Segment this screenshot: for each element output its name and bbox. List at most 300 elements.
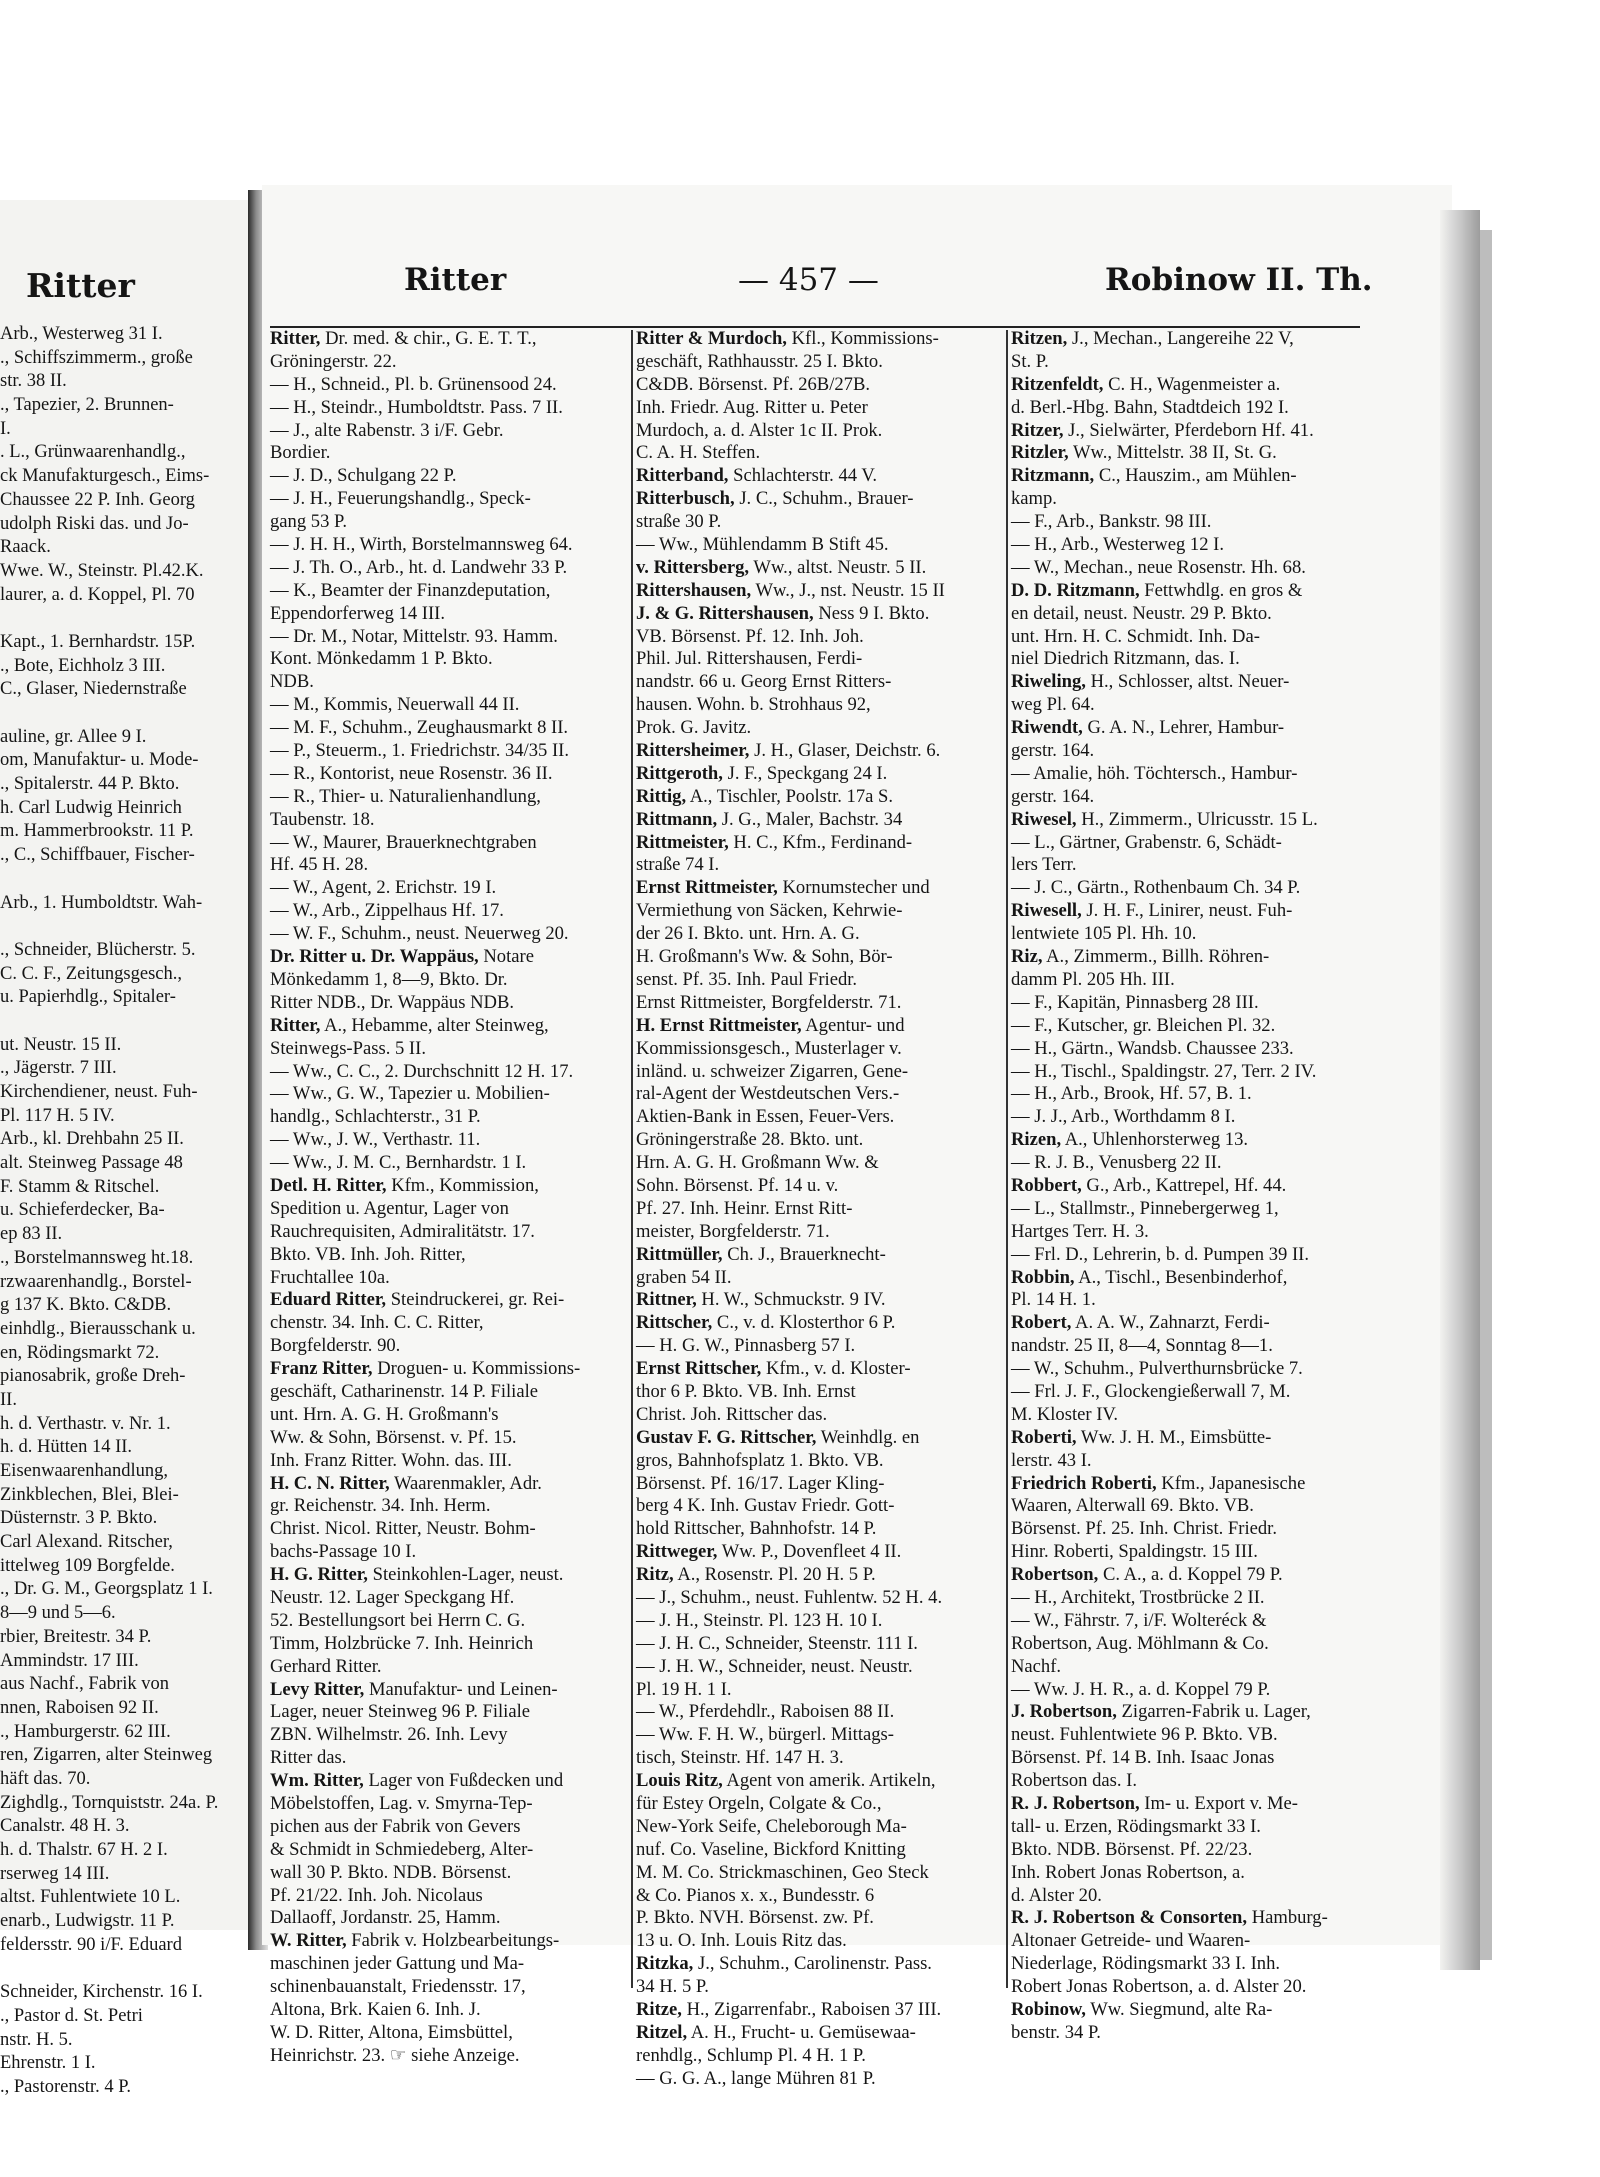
directory-entry-line xyxy=(1011,740,1371,763)
entry-text: schinenbauanstalt, Friedensstr. 17, xyxy=(270,1976,526,1998)
entry-text: Lager von Fußdecken und xyxy=(368,1770,564,1792)
directory-entry-line xyxy=(1011,1244,1371,1267)
directory-entry-line xyxy=(636,1061,1002,1084)
entry-text: Droguen- u. Kommissions- xyxy=(377,1358,581,1380)
entry-text: nandstr. 25 II, 8—4, Sonntag 8—1. xyxy=(1011,1335,1273,1357)
facing-page-line: ., Bote, Eichholz 3 III. xyxy=(0,655,166,676)
directory-entry-line xyxy=(636,786,1002,809)
directory-entry-line xyxy=(636,1083,1002,1106)
directory-entry-line xyxy=(1011,1015,1371,1038)
facing-page-line: ittelweg 109 Borgfelde. xyxy=(0,1555,175,1576)
directory-entry-line xyxy=(1011,1564,1371,1587)
entry-text: — R. J. B., Venusberg 22 II. xyxy=(1011,1152,1222,1174)
facing-page-line: ep 83 II. xyxy=(0,1224,63,1245)
facing-page-line: ., Tapezier, 2. Brunnen- xyxy=(0,395,174,416)
facing-page-line: Arb., kl. Drehbahn 25 II. xyxy=(0,1129,184,1150)
facing-page-header: Ritter xyxy=(26,266,135,305)
entry-text: — F., Kutscher, gr. Bleichen Pl. 32. xyxy=(1011,1014,1276,1036)
directory-entry-line xyxy=(1011,1953,1371,1976)
entry-text: tisch, Steinstr. Hf. 147 H. 3. xyxy=(636,1747,844,1769)
facing-page-line: Kirchendiener, neust. Fuh- xyxy=(0,1082,198,1102)
entry-text: Möbelstoffen, Lag. v. Smyrna-Tep- xyxy=(270,1793,533,1814)
entry-text: Ww. & Sohn, Börsenst. v. Pf. 15. xyxy=(270,1426,517,1448)
entry-text: Pl. 14 H. 1. xyxy=(1011,1289,1096,1311)
entry-text: — W., Maurer, Brauerknechtgraben xyxy=(270,831,537,853)
facing-page-line: h. d. Hütten 14 II. xyxy=(0,1437,133,1458)
entry-text: — H., Architekt, Trostbrücke 2 II. xyxy=(1011,1586,1265,1608)
directory-entry-line xyxy=(270,1793,628,1816)
directory-entry-line xyxy=(636,1770,1002,1793)
entry-text: — W., Arb., Zippelhaus Hf. 17. xyxy=(270,900,504,922)
entry-text: Dr. med. & chir., G. E. T. T., xyxy=(325,328,537,349)
directory-entry-line xyxy=(1011,1541,1371,1564)
directory-entry-line xyxy=(1011,969,1371,992)
directory-entry-line xyxy=(270,397,628,420)
directory-entry-line xyxy=(270,1427,628,1450)
directory-entry-line xyxy=(1011,877,1371,900)
directory-entry-line xyxy=(270,1976,628,1999)
entry-name: Ernst Rittmeister, xyxy=(636,877,778,899)
entry-text: J., Mechan., Langereihe 22 V, xyxy=(1071,328,1294,349)
entry-name: Robinow, xyxy=(1011,1999,1086,2021)
directory-entry-line xyxy=(270,1907,628,1930)
directory-entry-line xyxy=(636,648,1002,671)
entry-text: gang 53 P. xyxy=(270,511,347,533)
directory-entry-line xyxy=(1011,717,1371,740)
facing-page-line: I. xyxy=(0,418,11,439)
directory-entry-line xyxy=(1011,923,1371,946)
facing-page-line: Eisenwaarenhandlung, xyxy=(0,1461,168,1481)
directory-entry-line xyxy=(270,1862,628,1885)
entry-text: bachs-Passage 10 I. xyxy=(270,1541,417,1563)
entry-text: Waarenmakler, Adr. xyxy=(393,1472,542,1494)
entry-name: J. Robertson, xyxy=(1011,1701,1117,1723)
entry-text: — J. J., Arb., Worthdamm 8 I. xyxy=(1011,1106,1236,1128)
directory-entry-line xyxy=(636,717,1002,740)
entry-text: Ww. J. H. M., Eimsbütte- xyxy=(1080,1426,1272,1448)
directory-entry-line xyxy=(270,1381,628,1404)
directory-entry-line xyxy=(1011,1495,1371,1518)
entry-text: Vermiethung von Säcken, Kehrwie- xyxy=(636,900,903,922)
directory-entry-line xyxy=(270,1885,628,1908)
entry-text: benstr. 34 P. xyxy=(1011,2021,1101,2043)
directory-entry-line xyxy=(270,580,628,603)
directory-entry-line xyxy=(636,1267,1002,1290)
entry-text: — R., Kontorist, neue Rosenstr. 36 II. xyxy=(270,762,553,784)
directory-entry-line xyxy=(270,1404,628,1427)
entry-name: Rittscher, xyxy=(636,1312,713,1334)
entry-text: Bordier. xyxy=(270,442,331,464)
directory-entry-line xyxy=(270,1541,628,1564)
directory-entry-line xyxy=(270,1679,628,1702)
directory-entry-line xyxy=(636,557,1002,580)
directory-entry-line xyxy=(270,740,628,763)
entry-name: Robert, xyxy=(1011,1312,1072,1334)
directory-entry-line xyxy=(1011,694,1371,717)
entry-text: graben 54 II. xyxy=(636,1266,732,1288)
entry-text: Fabrik v. Holzbearbeitungs- xyxy=(351,1930,560,1952)
entry-text: Prok. G. Javitz. xyxy=(636,717,752,739)
entry-text: Inh. Robert Jonas Robertson, a. xyxy=(1011,1861,1245,1883)
running-header-right: Robinow II. Th. xyxy=(1105,262,1373,298)
entry-text: Christ. Nicol. Ritter, Neustr. Bohm- xyxy=(270,1518,536,1540)
entry-name: D. D. Ritzmann, xyxy=(1011,579,1140,601)
directory-entry-line xyxy=(636,397,1002,420)
entry-text: Gröningerstraße 28. Bkto. unt. xyxy=(636,1129,864,1151)
entry-name: Robbin, xyxy=(1011,1266,1075,1288)
entry-text: lers Terr. xyxy=(1011,854,1077,876)
directory-entry-line xyxy=(1011,580,1371,603)
facing-page-line: str. 38 II. xyxy=(0,371,67,392)
directory-entry-line xyxy=(1011,420,1371,443)
entry-text: chenstr. 34. Inh. C. C. Ritter, xyxy=(270,1312,484,1334)
entry-text: Kfm., Japanesische xyxy=(1161,1472,1306,1494)
entry-text: Agentur- und xyxy=(805,1014,905,1036)
facing-page-line: Pl. 117 H. 5 IV. xyxy=(0,1105,115,1126)
entry-text: Inh. Friedr. Aug. Ritter u. Peter xyxy=(636,396,868,418)
directory-entry-line xyxy=(1011,1152,1371,1175)
directory-entry-line xyxy=(270,2045,628,2068)
directory-entry-line xyxy=(1011,1335,1371,1358)
entry-text: H. Großmann's Ww. & Sohn, Bör- xyxy=(636,946,893,968)
entry-text: inländ. u. schweizer Zigarren, Gene- xyxy=(636,1060,909,1082)
entry-text: Christ. Joh. Rittscher das. xyxy=(636,1403,828,1425)
directory-entry-line xyxy=(636,1701,1002,1724)
facing-page-line: F. Stamm & Ritschel. xyxy=(0,1176,160,1197)
entry-text: — J., Schuhm., neust. Fuhlentw. 52 H. 4. xyxy=(636,1586,943,1608)
facing-page-line: h. d. Thalstr. 67 H. 2 I. xyxy=(0,1840,168,1860)
entry-text: — H. G. W., Pinnasberg 57 I. xyxy=(636,1335,856,1357)
entry-text: C. H., Wagenmeister a. xyxy=(1108,373,1281,395)
entry-text: — J. H. H., Wirth, Borstelmannsweg 64. xyxy=(270,534,573,556)
facing-page-line: ut. Neustr. 15 II. xyxy=(0,1034,122,1055)
entry-text: Fruchtallee 10a. xyxy=(270,1266,390,1288)
directory-entry-line xyxy=(636,328,1002,351)
directory-entry-line xyxy=(1011,1999,1371,2022)
facing-page-line: nstr. H. 5. xyxy=(0,2029,73,2050)
directory-entry-line xyxy=(270,969,628,992)
directory-entry-line xyxy=(270,328,628,351)
facing-page-line: ., Hamburgerstr. 62 III. xyxy=(0,1721,171,1742)
entry-text: — Ww., J. W., Verthastr. 11. xyxy=(270,1129,481,1151)
entry-text: Inh. Franz Ritter. Wohn. das. III. xyxy=(270,1449,512,1471)
directory-entry-line xyxy=(636,534,1002,557)
facing-page-line: C., Glaser, Niedernstraße xyxy=(0,679,187,700)
entry-name: H. C. N. Ritter, xyxy=(270,1472,390,1494)
entry-text: Robertson das. I. xyxy=(1011,1770,1138,1792)
facing-page-line: ck Manufakturgesch., Eims- xyxy=(0,466,210,487)
entry-text: Eppendorferweg 14 III. xyxy=(270,602,446,624)
entry-text: — P., Steuerm., 1. Friedrichstr. 34/35 II. xyxy=(270,740,570,762)
directory-entry-line xyxy=(636,694,1002,717)
directory-entry-line xyxy=(636,465,1002,488)
directory-entry-line xyxy=(270,1015,628,1038)
directory-entry-line xyxy=(270,1724,628,1747)
directory-entry-line xyxy=(270,877,628,900)
directory-entry-line xyxy=(270,1289,628,1312)
entry-text: Ww., altst. Neustr. 5 II. xyxy=(753,556,927,578)
entry-name: Louis Ritz, xyxy=(636,1770,723,1792)
directory-entry-line xyxy=(1011,1679,1371,1702)
directory-entry-line xyxy=(1011,1862,1371,1885)
facing-page-line: ., Pastorenstr. 4 P. xyxy=(0,2076,132,2097)
entry-text: J. F., Speckgang 24 I. xyxy=(727,762,888,784)
entry-text: Dallaoff, Jordanstr. 25, Hamm. xyxy=(270,1907,501,1929)
facing-page-line: ., Schneider, Blücherstr. 5. xyxy=(0,939,196,960)
directory-entry-line xyxy=(270,1564,628,1587)
directory-entry-line xyxy=(1011,1289,1371,1312)
entry-name: Riwesell, xyxy=(1011,900,1082,922)
directory-entry-line xyxy=(636,420,1002,443)
directory-entry-line xyxy=(1011,1198,1371,1221)
entry-text: St. P. xyxy=(1011,350,1049,372)
directory-entry-line xyxy=(270,511,628,534)
entry-text: Börsenst. Pf. 16/17. Lager Kling- xyxy=(636,1472,885,1494)
directory-entry-line xyxy=(1011,1770,1371,1793)
entry-text: — Ww., C. C., 2. Durchschnitt 12 H. 17. xyxy=(270,1060,574,1082)
entry-text: Timm, Holzbrücke 7. Inh. Heinrich xyxy=(270,1632,534,1654)
directory-entry-line xyxy=(1011,374,1371,397)
facing-page-line: ., Borstelmannsweg ht.18. xyxy=(0,1247,194,1268)
directory-entry-line xyxy=(270,992,628,1015)
entry-text: — M. F., Schuhm., Zeughausmarkt 8 II. xyxy=(270,717,569,739)
facing-page-line xyxy=(0,915,246,939)
entry-text: Hartges Terr. H. 3. xyxy=(1011,1220,1149,1242)
directory-entry-line xyxy=(1011,648,1371,671)
entry-text: unt. Hrn. A. G. H. Großmann's xyxy=(270,1403,499,1425)
facing-page-line: enarb., Ludwigstr. 11 P. xyxy=(0,1911,175,1932)
directory-entry-line xyxy=(270,1656,628,1679)
directory-entry-line xyxy=(270,923,628,946)
entry-text: Kornumstecher und xyxy=(782,877,930,899)
entry-text: Steinwegs-Pass. 5 II. xyxy=(270,1037,426,1059)
facing-page-line: einhdlg., Bierausschank u. xyxy=(0,1318,196,1339)
entry-text: A. H., Frucht- u. Gemüsewaa- xyxy=(690,2021,916,2043)
entry-text: Börsenst. Pf. 14 B. Inh. Isaac Jonas xyxy=(1011,1747,1275,1769)
entry-text: Ritter NDB., Dr. Wappäus NDB. xyxy=(270,991,514,1013)
facing-page-line: Schneider, Kirchenstr. 16 I. xyxy=(0,1982,203,2003)
directory-entry-line xyxy=(636,1518,1002,1541)
entry-name: Riwesel, xyxy=(1011,808,1077,830)
entry-name: Ritze, xyxy=(636,1999,682,2021)
directory-entry-line xyxy=(1011,1061,1371,1084)
entry-text: — Ww., J. M. C., Bernhardstr. 1 I. xyxy=(270,1152,527,1174)
directory-entry-line xyxy=(1011,603,1371,626)
directory-entry-line xyxy=(270,832,628,855)
directory-entry-line xyxy=(1011,397,1371,420)
facing-page-line: Raack. xyxy=(0,537,51,558)
entry-text: — L., Gärtner, Grabenstr. 6, Schädt- xyxy=(1011,831,1282,853)
directory-column-1 xyxy=(270,328,628,2068)
directory-entry-line xyxy=(1011,465,1371,488)
entry-text: Taubenstr. 18. xyxy=(270,808,375,830)
directory-entry-line xyxy=(270,694,628,717)
entry-text: der 26 I. Bkto. unt. Hrn. A. G. xyxy=(636,923,860,945)
entry-text: Ww. P., Dovenfleet 4 II. xyxy=(721,1541,902,1563)
facing-page-line: Arb., Westerweg 31 I. xyxy=(0,324,163,344)
facing-page-line: rserweg 14 III. xyxy=(0,1863,110,1884)
entry-name: Wm. Ritter, xyxy=(270,1770,364,1792)
entry-text: J. H. F., Linirer, neust. Fuh- xyxy=(1086,900,1293,922)
entry-text: thor 6 P. Bkto. VB. Inh. Ernst xyxy=(636,1380,856,1402)
directory-entry-line xyxy=(1011,1358,1371,1381)
entry-text: Ww., J., nst. Neustr. 15 II xyxy=(755,579,945,601)
facing-page-line: om, Manufaktur- u. Mode- xyxy=(0,750,199,771)
entry-text: neust. Fuhlentwiete 96 P. Bkto. VB. xyxy=(1011,1724,1278,1746)
entry-text: C., v. d. Klosterthor 6 P. xyxy=(716,1312,896,1334)
entry-text: niel Diedrich Ritzmann, das. I. xyxy=(1011,648,1240,670)
directory-entry-line xyxy=(1011,809,1371,832)
entry-name: Rittweger, xyxy=(636,1541,718,1563)
entry-text: Altonaer Getreide- und Waaren- xyxy=(1011,1930,1251,1952)
entry-name: Rittner, xyxy=(636,1289,697,1311)
entry-name: Gustav F. G. Rittscher, xyxy=(636,1426,817,1448)
entry-name: Friedrich Roberti, xyxy=(1011,1472,1157,1494)
directory-entry-line xyxy=(636,877,1002,900)
facing-page-line: Canalstr. 48 H. 3. xyxy=(0,1816,130,1837)
entry-text: J., Sielwärter, Pferdeborn Hf. 41. xyxy=(1068,419,1314,441)
directory-entry-line xyxy=(270,1083,628,1106)
entry-text: — H., Gärtn., Wandsb. Chaussee 233. xyxy=(1011,1037,1294,1059)
facing-page-line: ., Spitalerstr. 44 P. Bkto. xyxy=(0,774,180,795)
entry-text: C. A., a. d. Koppel 79 P. xyxy=(1102,1564,1283,1586)
entry-text: — J. H., Feuerungshandlg., Speck- xyxy=(270,488,531,510)
directory-entry-line xyxy=(1011,1701,1371,1724)
entry-text: handlg., Schlachterstr., 31 P. xyxy=(270,1106,481,1128)
directory-entry-line xyxy=(270,1701,628,1724)
directory-entry-line xyxy=(636,946,1002,969)
entry-name: Ritzler, xyxy=(1011,442,1069,464)
entry-name: Ritzka, xyxy=(636,1953,694,1975)
entry-text: A., Tischler, Poolstr. 17a S. xyxy=(689,785,894,807)
directory-entry-line xyxy=(270,1587,628,1610)
directory-entry-line xyxy=(1011,1221,1371,1244)
entry-text: Lager, neuer Steinweg 96 P. Filiale xyxy=(270,1701,531,1723)
directory-entry-line xyxy=(636,580,1002,603)
directory-entry-line xyxy=(1011,1427,1371,1450)
entry-text: Phil. Jul. Rittershausen, Ferdi- xyxy=(636,648,863,670)
entry-name: W. Ritter, xyxy=(270,1930,347,1952)
entry-name: Ritterbusch, xyxy=(636,488,735,510)
directory-entry-line xyxy=(1011,992,1371,1015)
facing-page-line: Zinkblechen, Blei, Blei- xyxy=(0,1484,179,1505)
directory-entry-line xyxy=(270,671,628,694)
directory-entry-line xyxy=(1011,1038,1371,1061)
directory-entry-line xyxy=(1011,1839,1371,1862)
entry-text: H. C., Kfm., Ferdinand- xyxy=(733,831,913,853)
entry-text: Kfm., Kommission, xyxy=(391,1174,539,1196)
directory-entry-line xyxy=(636,1656,1002,1679)
facing-page-line: rzwaarenhandlg., Borstel- xyxy=(0,1271,192,1292)
page-number: — 457 — xyxy=(738,262,879,298)
entry-text: Manufaktur- und Leinen- xyxy=(368,1678,558,1700)
entry-text: für Estey Orgeln, Colgate & Co., xyxy=(636,1793,882,1814)
directory-entry-line xyxy=(636,488,1002,511)
directory-entry-line xyxy=(1011,1381,1371,1404)
facing-page-line: häft das. 70. xyxy=(0,1768,91,1789)
facing-page-line xyxy=(0,702,246,726)
entry-text: H., Zigarrenfabr., Raboisen 37 III. xyxy=(686,1999,942,2021)
directory-entry-line xyxy=(1011,1106,1371,1129)
entry-text: — F., Kapitän, Pinnasberg 28 III. xyxy=(1011,991,1259,1013)
entry-name: Detl. H. Ritter, xyxy=(270,1174,387,1196)
entry-name: Eduard Ritter, xyxy=(270,1289,387,1311)
directory-entry-line xyxy=(636,900,1002,923)
facing-page-column xyxy=(0,323,246,2100)
directory-entry-line xyxy=(1011,557,1371,580)
entry-name: Ritter & Murdoch, xyxy=(636,328,787,349)
directory-entry-line xyxy=(636,511,1002,534)
directory-entry-line xyxy=(1011,488,1371,511)
entry-text: 34 H. 5 P. xyxy=(636,1976,709,1998)
entry-text: Ernst Rittmeister, Borgfelderstr. 71. xyxy=(636,991,902,1013)
directory-entry-line xyxy=(270,1198,628,1221)
entry-text: Steinkohlen-Lager, neust. xyxy=(372,1564,564,1586)
entry-text: geschäft, Rathhausstr. 25 I. Bkto. xyxy=(636,350,883,372)
facing-page-line: ., C., Schiffbauer, Fischer- xyxy=(0,845,195,866)
directory-entry-line xyxy=(636,626,1002,649)
directory-entry-line xyxy=(270,1518,628,1541)
directory-entry-line xyxy=(270,1999,628,2022)
facing-page-line: II. xyxy=(0,1389,17,1410)
entry-text: Gerhard Ritter. xyxy=(270,1655,382,1677)
entry-text: — J. C., Gärtn., Rothenbaum Ch. 34 P. xyxy=(1011,877,1301,899)
entry-name: Ritzer, xyxy=(1011,419,1064,441)
directory-entry-line xyxy=(270,946,628,969)
entry-text: M. M. Co. Strickmaschinen, Geo Steck xyxy=(636,1861,929,1883)
directory-entry-line xyxy=(1011,946,1371,969)
entry-name: Roberti, xyxy=(1011,1426,1077,1448)
entry-text: Robert Jonas Robertson, a. d. Alster 20. xyxy=(1011,1976,1307,1998)
directory-entry-line xyxy=(636,969,1002,992)
entry-text: wall 30 P. Bkto. NDB. Börsenst. xyxy=(270,1861,512,1883)
directory-entry-line xyxy=(1011,1473,1371,1496)
directory-entry-line xyxy=(270,534,628,557)
directory-entry-line xyxy=(1011,351,1371,374)
entry-text: hold Rittscher, Bahnhofstr. 14 P. xyxy=(636,1518,877,1540)
entry-text: berg 4 K. Inh. Gustav Friedr. Gott- xyxy=(636,1495,895,1517)
directory-entry-line xyxy=(636,1953,1002,1976)
facing-page-line: g 137 K. Bkto. C&DB. xyxy=(0,1295,172,1316)
entry-text: nuf. Co. Vaseline, Bickford Knitting xyxy=(636,1838,906,1860)
directory-entry-line xyxy=(636,740,1002,763)
entry-text: A. A. W., Zahnarzt, Ferdi- xyxy=(1075,1312,1270,1334)
directory-entry-line xyxy=(1011,854,1371,877)
entry-text: — Ww. J. H. R., a. d. Koppel 79 P. xyxy=(1011,1678,1271,1700)
facing-page-line: Zighdlg., Tornquiststr. 24a. P. xyxy=(0,1792,219,1813)
entry-text: — H., Arb., Westerweg 12 I. xyxy=(1011,534,1224,556)
entry-text: — L., Stallmstr., Pinnebergerweg 1, xyxy=(1011,1197,1279,1219)
directory-entry-line xyxy=(1011,1885,1371,1908)
directory-entry-line xyxy=(270,1816,628,1839)
entry-text: — Ww. F. H. W., bürgerl. Mittags- xyxy=(636,1724,894,1746)
facing-page-line xyxy=(0,1010,246,1034)
directory-entry-line xyxy=(636,763,1002,786)
directory-entry-line xyxy=(636,1335,1002,1358)
directory-entry-line xyxy=(270,1839,628,1862)
facing-page-line: Carl Alexand. Ritscher, xyxy=(0,1532,173,1553)
entry-text: C. A. H. Steffen. xyxy=(636,442,761,464)
directory-entry-line xyxy=(270,648,628,671)
entry-text: Fettwhdlg. en gros & xyxy=(1144,579,1303,601)
entry-text: — H., Schneid., Pl. b. Grünensood 24. xyxy=(270,373,557,395)
facing-page-line: nnen, Raboisen 92 II. xyxy=(0,1697,159,1718)
entry-text: Weinhdlg. en xyxy=(820,1426,920,1448)
directory-entry-line xyxy=(1011,1724,1371,1747)
entry-text: unt. Hrn. H. C. Schmidt. Inh. Da- xyxy=(1011,625,1260,647)
directory-entry-line xyxy=(636,1289,1002,1312)
entry-text: kamp. xyxy=(1011,488,1057,510)
